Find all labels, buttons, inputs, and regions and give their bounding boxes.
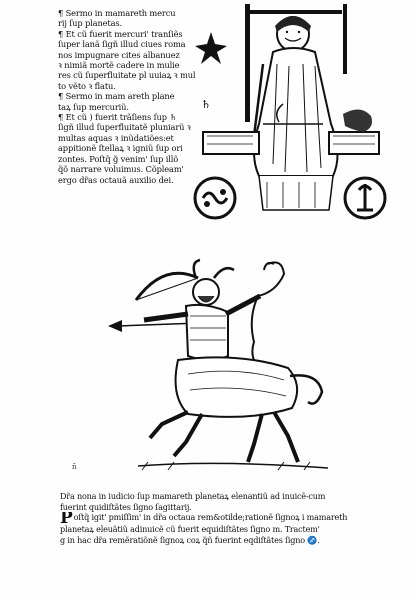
drop-initial: P (60, 512, 73, 524)
text-line: q̃õ narrare voluimus. Cõpleam' (58, 164, 184, 175)
text-line: ꝛ nimiã mortẽ cadere in mulie (58, 60, 180, 71)
text-line: Dr̃a nona in iudicio ſup mamareth planetaꝝ elenantiũ ad inuicẽ-cum (60, 491, 326, 501)
text-line: multas aquas ꝛ inũdatiões:et (58, 132, 174, 143)
text-line: fuerint quidiſtãtes ſigno ſagittarij. (60, 501, 192, 512)
text-line: ¶ Sermo in mam areth plane (58, 91, 175, 102)
text-line: g in hac dr̃a remẽratiõnẽ ſignoꝝ coꝝ q̃ñ fuerint eqdiſtãtes ſigno ♐. (60, 534, 320, 545)
text-line-content: oſtq̃ igit' pmiſſim' in dr̃a octaua rem&otilde;rationẽ ſignoꝝ i mamareth (73, 512, 348, 522)
text-line: res cũ ſuperfluitate pl uuiaꝝ ꝛ mul (58, 70, 196, 81)
text-line: ſigñ illud ſuperfluitatẽ pluniarũ ꝛ (58, 122, 191, 133)
zodiac-roundel-left (195, 178, 235, 218)
text-line: ¶ Et cũ fuerit mercuri' tranſiẽs (58, 28, 183, 39)
centaur-archer-woodcut (78, 256, 330, 484)
text-line: ſuper lanã ſigñ illud ciues roma (58, 39, 186, 50)
star-icon (195, 32, 227, 64)
text-line: rij ſup planetas. (58, 18, 122, 29)
text-line: zontes. Poſtq̃ g̃ venim' ſup illõ (58, 153, 179, 164)
text-line: ¶ Et cũ ) fuerit trãſiens ſup ♄ (58, 112, 177, 123)
column-text-block (58, 8, 196, 185)
planet-symbol: ♄ (201, 98, 211, 111)
text-line: ergo dr̃as octauã auxilio dei. (58, 174, 174, 185)
text-line: to vẽto ꝛ flatu. (58, 80, 116, 91)
text-line: ¶ Sermo in mamareth mercu (58, 8, 176, 18)
zodiac-roundel-right (345, 178, 385, 218)
text-line: nos impugnare cites albanuez (58, 49, 180, 60)
small-printer-mark: ñ (72, 463, 77, 471)
text-line: taꝝ ſup mercuriũ. (58, 101, 129, 112)
text-line: appitionẽ ſtellaꝝ ꝛ igniũ ſup ori (58, 143, 183, 154)
bottom-text-block (60, 491, 386, 545)
text-line (60, 512, 386, 524)
text-line: planetaꝝ eleuãtiũ adinuicẽ cũ fuerit equidiſtãtes ſigno m. Tractem' (60, 524, 320, 534)
enthroned-figure-woodcut (193, 4, 393, 224)
